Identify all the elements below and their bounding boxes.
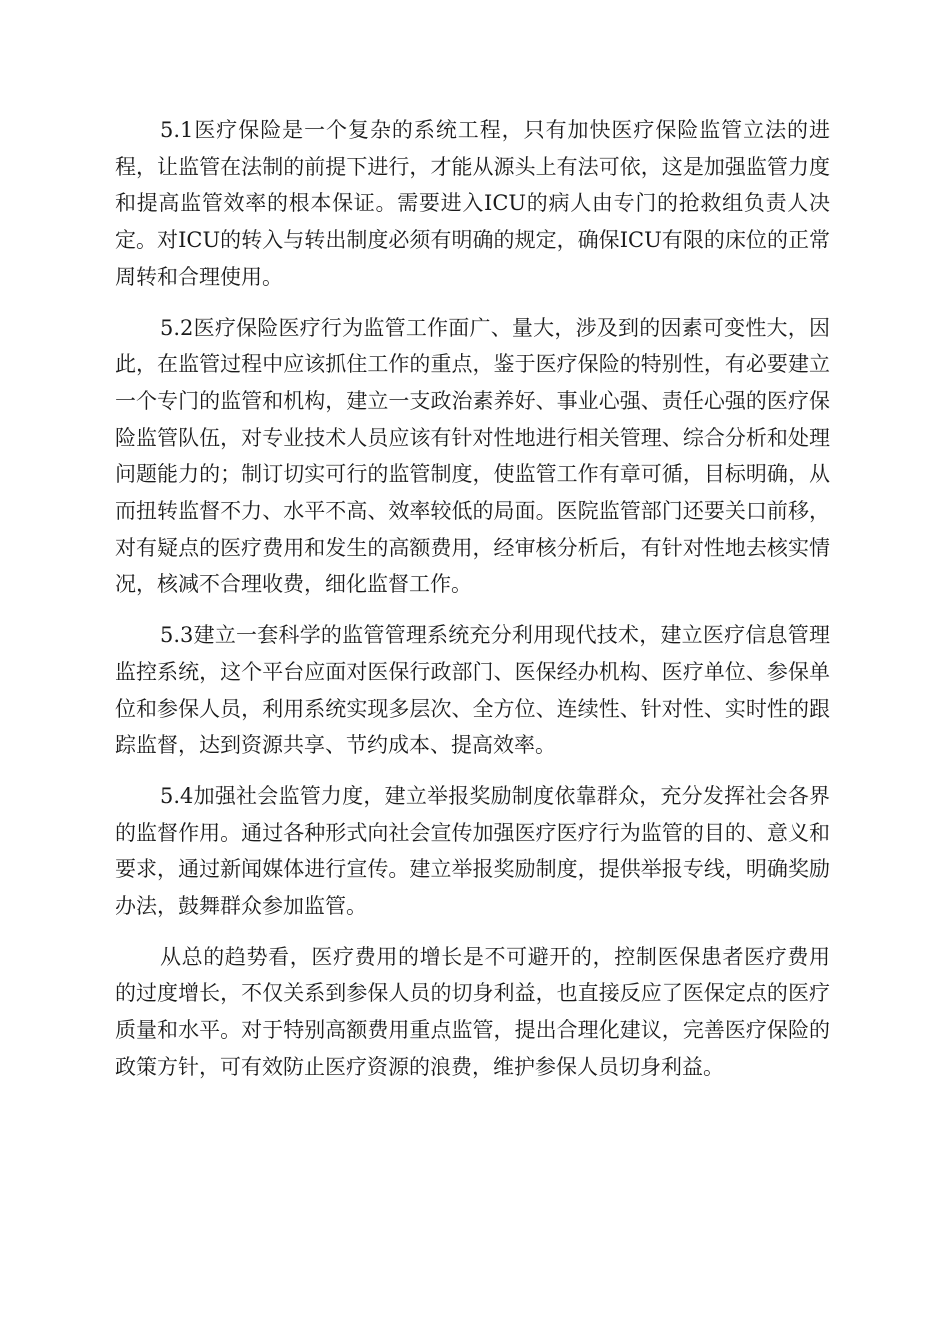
paragraph-5-2: 5.2医疗保险医疗行为监管工作面广、量大，涉及到的因素可变性大，因此，在监管过程中应该抓住工作的重点，鉴于医疗保险的特别性，有必要建立一个专门的监管和机构，建立一支政治素养好、事业心强、责任心强的医疗保险监管队伍，对专业技术人员应该有针对性地进行相关管理、综合分析和处理问题能力的；制订切实可行的监管制度，使监管工作有章可循，目标明确，从而扭转监督不力、水平不高、效率较低的局面。医院监管部门还要关口前移，对有疑点的医疗费用和发生的高额费用，经审核分析后，有针对性地去核实情况，核减不合理收费，细化监督工作。 bbox=[115, 315, 830, 597]
paragraph-5-3: 5.3建立一套科学的监管管理系统充分利用现代技术，建立医疗信息管理监控系统，这个平台应面对医保行政部门、医保经办机构、医疗单位、参保单位和参保人员，利用系统实现多层次、全方位、连续性、针对性、实时性的跟踪监督，达到资源共享、节约成本、提高效率。 bbox=[115, 623, 830, 758]
paragraph-5-4: 5.4加强社会监管力度，建立举报奖励制度依靠群众，充分发挥社会各界的监督作用。通过各种形式向社会宣传加强医疗医疗行为监管的目的、意义和要求，通过新闻媒体进行宣传。建立举报奖励制度，提供举报专线，明确奖励办法，鼓舞群众参加监管。 bbox=[115, 783, 830, 919]
paragraph-conclusion: 从总的趋势看，医疗费用的增长是不可避开的，控制医保患者医疗费用的过度增长，不仅关系到参保人员的切身利益，也直接反应了医保定点的医疗质量和水平。对于特别高额费用重点监管，提出合理化建议，完善医疗保险的政策方针，可有效防止医疗资源的浪费，维护参保人员切身利益。 bbox=[115, 944, 830, 1079]
document-body bbox=[115, 112, 830, 1100]
paragraph-5-1: 5.1医疗保险是一个复杂的系统工程，只有加快医疗保险监管立法的进程，让监管在法制的前提下进行，才能从源头上有法可依，这是加强监管力度和提高监管效率的根本保证。需要进入ICU的病人由专门的抢救组负责人决定。对ICU的转入与转出制度必须有明确的规定，确保ICU有限的床位的正常周转和合理使用。 bbox=[115, 118, 830, 289]
